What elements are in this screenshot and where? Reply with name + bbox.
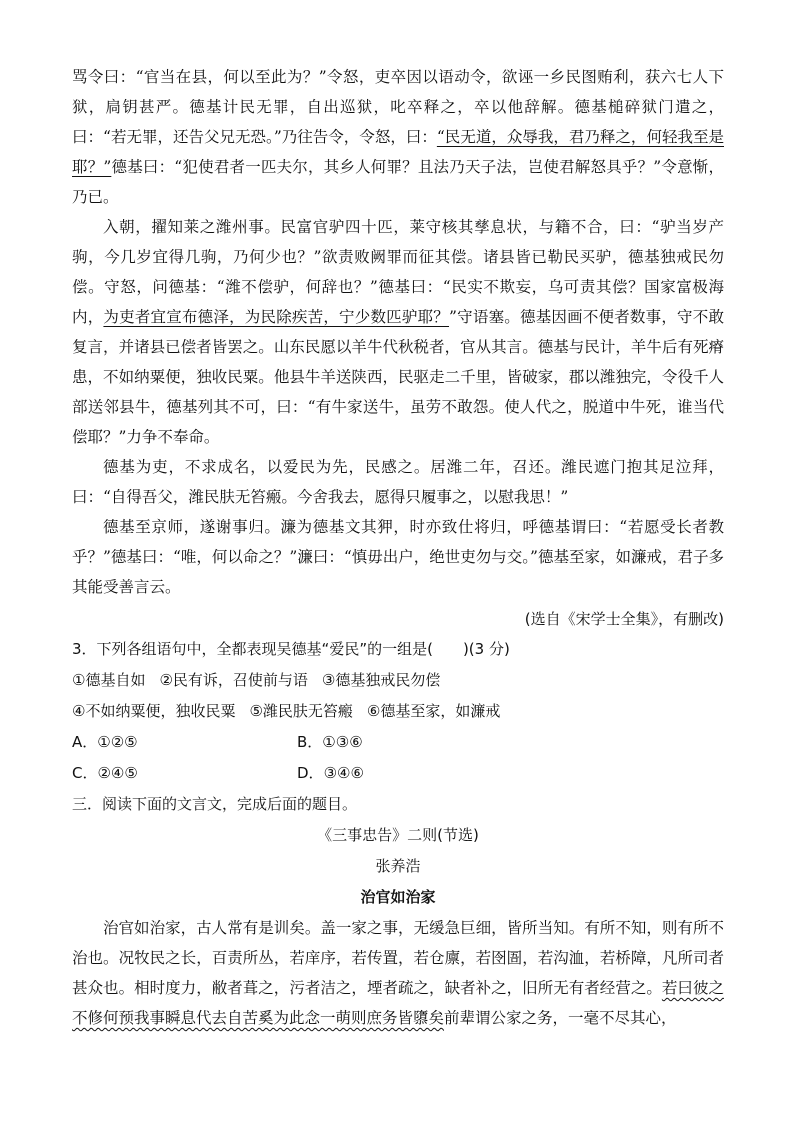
statement-item: ⑥德基至家，如濂戒 bbox=[366, 702, 501, 720]
passage-text: 德基曰：“犯使君者一匹夫尔，其乡人何罪？且法乃天子法，岂使君解怒具乎？”令意惭，乃已。 bbox=[72, 158, 724, 206]
question-3-stem bbox=[72, 634, 724, 665]
statement-item: ①德基自如 bbox=[72, 671, 146, 689]
underlined-sentence: 为吏者宜宣布德泽，为民除疾苦，宁少数匹驴耶？ bbox=[103, 308, 450, 326]
statement-item: ④不如纳粟便，独收民粟 bbox=[72, 702, 236, 720]
passage-text: 治官如治家，古人常有是训矣。盖一家之事，无缓急巨细，皆所当知。有所不知，则有所不治也。况牧民之长，百责所丛，若庠序，若传置，若仓廪，若囹圄，若沟洫，若桥障，凡所司者甚众也。相时度力，敝者葺之，污者洁之，堙者疏之，缺者补之，旧所无有者经营之。 bbox=[72, 919, 724, 997]
option-key: C． bbox=[72, 764, 98, 782]
section-3-paragraph-1 bbox=[72, 913, 724, 1033]
source-citation: (选自《宋学士全集》，有删改) bbox=[524, 610, 724, 628]
passage-paragraph-1 bbox=[72, 62, 724, 212]
section-3-heading: 三．阅读下面的文言文，完成后面的题目。 bbox=[72, 795, 358, 813]
question-3-items-line-1 bbox=[72, 665, 724, 696]
statement-item: ⑤潍民肤无笞瘢 bbox=[249, 702, 353, 720]
option-key: B． bbox=[297, 733, 323, 751]
option-b[interactable] bbox=[297, 727, 522, 758]
option-key: D． bbox=[297, 764, 324, 782]
section-3-subtitle: 治官如治家 bbox=[360, 888, 436, 906]
option-text: ③④⑥ bbox=[323, 764, 364, 782]
section-3-author: 张养浩 bbox=[375, 857, 421, 875]
passage-paragraph-2 bbox=[72, 212, 724, 452]
option-text: ①②⑤ bbox=[97, 733, 138, 751]
option-key: A． bbox=[72, 733, 98, 751]
option-text: ①③⑥ bbox=[322, 733, 363, 751]
answer-options bbox=[72, 727, 724, 789]
passage-text: 前辈谓公家之务，一毫不尽其心， bbox=[444, 1009, 677, 1027]
section-3-title: 《三事忠告》二则(节选) bbox=[317, 826, 479, 844]
passage-text: 骂令曰：“官当在县，何以至此为？”令怒，吏卒因以语动令，欲诬一乡民图贿利，获六七人下狱，扃钥甚严。德基计民无罪，自出巡狱，叱卒释之，卒以他辞解。德基槌碎狱门遣之，曰：“若无罪，还告父兄无恐。”乃往告令，令怒，曰： bbox=[72, 68, 724, 146]
question-stem-text: 3．下列各组语句中，全都表现吴德基“爱民”的一组是( bbox=[72, 640, 433, 658]
question-3-items-line-2 bbox=[72, 696, 724, 727]
question-score: )(3 分) bbox=[462, 640, 510, 658]
option-a[interactable] bbox=[72, 727, 297, 758]
passage-text: ”守语塞。德基因画不便者数事，守不敢复言，并诸县已偿者皆罢之。山东民愿以羊牛代秋税者，官从其言。德基与民计，羊牛后有死瘠患，不如纳粟便，独收民粟。他县牛羊送陕西，民驱走二千里，皆破家，郡以潍独完，令役千人部送邻县牛，德基列其不可，曰：“有牛家送牛，虽劳不敢怨。使人代之，脱道中牛死，谁当代偿耶？”力争不奉命。 bbox=[72, 308, 724, 446]
wavy-underlined-sentence: 若曰彼之不修何预我事瞬息代去自苦奚为此念一萌则庶务皆隳矣 bbox=[72, 979, 724, 1027]
option-c[interactable] bbox=[72, 758, 297, 789]
document-page bbox=[72, 62, 724, 1033]
statement-item: ②民有诉，召使前与语 bbox=[159, 671, 308, 689]
passage-paragraph-3: 德基为吏，不求成名，以爱民为先，民感之。居潍二年，召还。潍民遮门抱其足泣拜，曰：“自得吾父，潍民肤无笞瘢。今舍我去，愿得只履事之，以慰我思！” bbox=[72, 458, 724, 506]
passage-paragraph-4: 德基至京师，遂谢事归。濂为德基文其狎，时亦致仕将归，呼德基谓曰：“若愿受长者教乎？”德基曰：“唯，何以命之？”濂曰：“慎毋出户，绝世吏勿与交。”德基至家，如濂戒，君子多其能受善言云。 bbox=[72, 518, 724, 596]
option-d[interactable] bbox=[297, 758, 522, 789]
passage-text: 入朝，擢知莱之潍州事。民富官驴四十匹，莱守核其孳息状，与籍不合，曰：“驴当岁产驹，今几岁宜得几驹，乃何少也？”欲责败阙罪而征其偿。诸县皆已勒民买驴，德基独戒民勿偿。守怒，问德基：“潍不偿驴，何辞也？”德基曰：“民实不欺妄，乌可责其偿？国家富极海内， bbox=[72, 218, 724, 326]
statement-item: ③德基独戒民勿偿 bbox=[321, 671, 441, 689]
underlined-sentence: “民无道，众辱我，君乃释之，何轻我至是耶？” bbox=[72, 128, 724, 176]
option-text: ②④⑤ bbox=[97, 764, 138, 782]
